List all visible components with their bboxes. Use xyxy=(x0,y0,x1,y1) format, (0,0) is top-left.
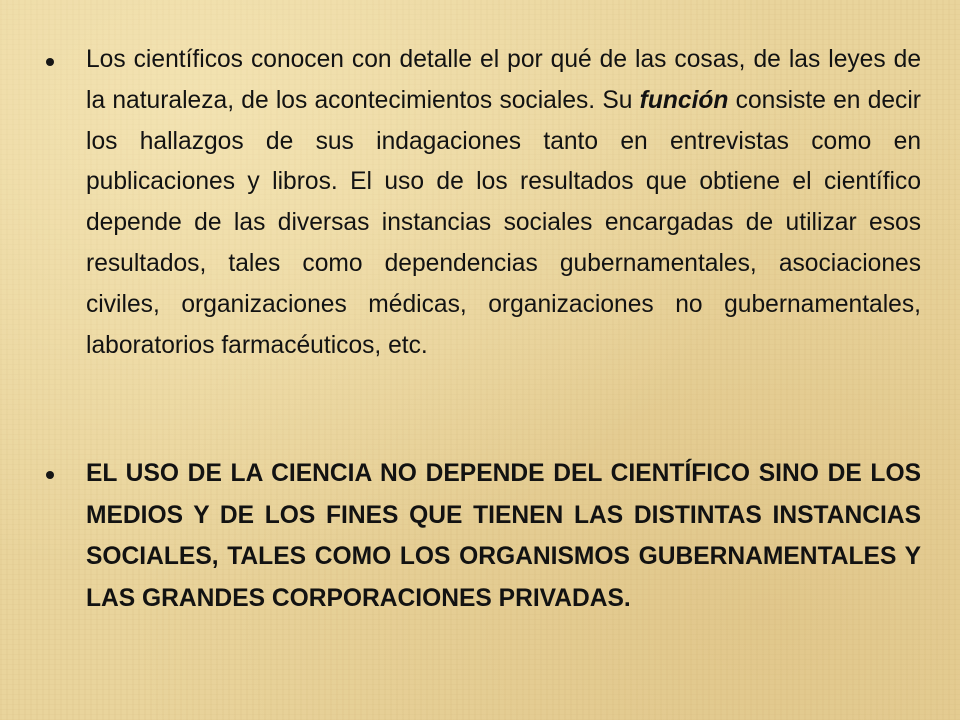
paragraph-2: EL USO DE LA CIENCIA NO DEPENDE DEL CIENTÍFICO SINO DE LOS MEDIOS Y DE LOS FINES QUE TIENEN LAS DISTINTAS INSTANCIAS SOCIALES, TALES COMO LOS ORGANISMOS GUBERNAMENTALES Y LAS GRANDES CORPORACIONES PRIVADAS. xyxy=(86,460,921,612)
bullet-dot-icon xyxy=(46,58,54,66)
bullet-item-1 xyxy=(46,40,921,366)
paragraph-1 xyxy=(86,40,921,366)
paragraph-1-end: consiste en decir los hallazgos de sus indagaciones tanto en entrevistas como en publicaciones y libros. El uso de los resultados que obtiene el científico depende de las diversas instancias sociales encargadas de utilizar esos resultados, tales como dependencias gubernamentales, asociaciones civiles, organizaciones médicas, organizaciones no gubernamentales, laboratorios farmacéuticos, etc. xyxy=(86,86,921,359)
bullet-dot-icon xyxy=(46,471,54,479)
paragraph-1-start: Los científicos conocen con detalle el por qué de las cosas, de las leyes de la naturaleza, de los acontecimientos sociales. Su xyxy=(86,46,921,114)
bullet-item-2 xyxy=(46,453,921,619)
paragraph-1-emphasis: función xyxy=(639,86,729,114)
